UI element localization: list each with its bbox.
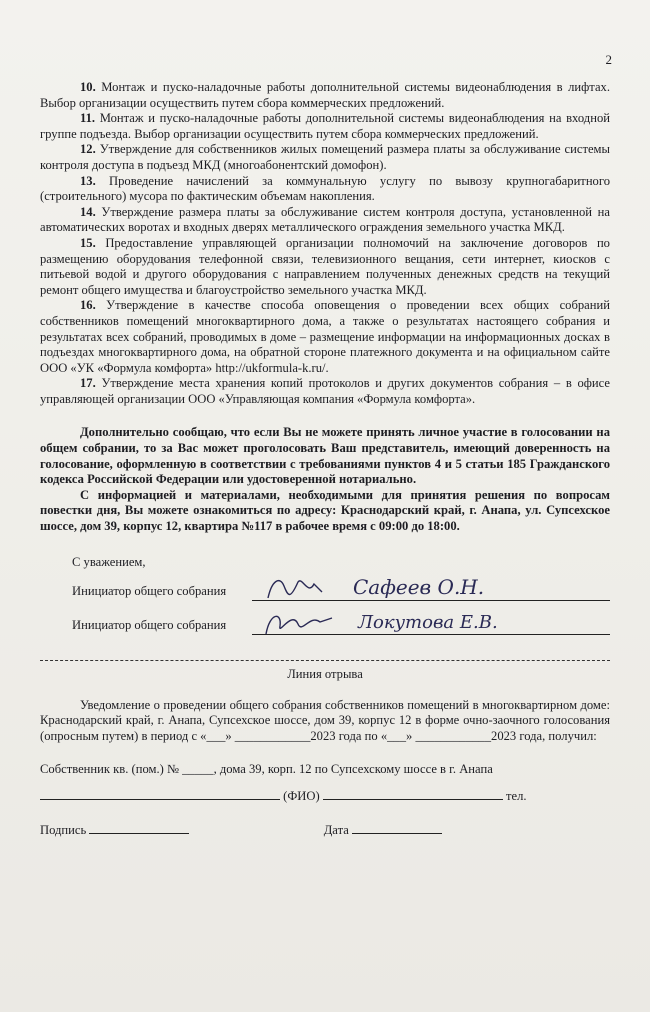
- date-blank[interactable]: [352, 833, 442, 834]
- agenda-items: [40, 80, 610, 407]
- agenda-item: 17. Утверждение места хранения копий протоколов и других документов собрания – в офисе управляющей организации ООО «Управляющая компания «Формула комфорта».: [40, 376, 610, 406]
- svg-text:Локутова Е.В.: Локутова Е.В.: [358, 611, 498, 633]
- signature-block: [40, 555, 610, 638]
- sign-blank[interactable]: [89, 833, 189, 834]
- fio-row: [40, 789, 610, 811]
- fio-label: (ФИО): [283, 789, 320, 804]
- sign-label: Подпись: [40, 823, 87, 838]
- initiator-row-2: [40, 612, 610, 638]
- sign-date-row: [40, 823, 610, 845]
- handwritten-signature-1: [258, 572, 578, 604]
- agenda-item: 16. Утверждение в качестве способа оповещения о проведении всех общих собраний собственников помещений многоквартирного дома, а также о результатах настоящего собрания и результатах всех собраний, проводимых в доме – размещение информации на информационных досках в подъездах многоквартирного дома, на обратной стороне платежного документа и на официальном сайте ООО «УК «Формула комфорта» http://ukformula-k.ru/.: [40, 298, 610, 375]
- agenda-item: 13. Проведение начислений за коммунальную услугу по вывозу крупногабаритного (строительного) мусора по фактическим объемам накопления.: [40, 173, 610, 204]
- cut-line: [40, 660, 610, 661]
- initiator-label: Инициатор общего собрания: [72, 617, 227, 632]
- svg-text:Сафеев О.Н.: Сафеев О.Н.: [353, 574, 485, 599]
- page-number: 2: [605, 52, 612, 67]
- agenda-item: 12. Утверждение для собственников жилых помещений размера платы за обслуживание системы контроля доступа в подъезд МКД (многоабонентский домофон).: [40, 142, 610, 172]
- initiator-label: Инициатор общего собрания: [72, 583, 227, 598]
- agenda-item: 15. Предоставление управляющей организации полномочий на заключение договоров по размещению оборудования телефонной связи, телевизионного вещания, сети интернет, киосков с питьевой водой и другого оборудования с направлением полученных денежных средств на текущий ремонт общего имущества и благоустройство земельного участка МКД.: [40, 235, 610, 297]
- agenda-item: 14. Утверждение размера платы за обслуживание систем контроля доступа, установленной на автоматических воротах и входных дверях металлического ограждения земельного участка МКД.: [40, 204, 610, 235]
- regards-text: С уважением,: [72, 554, 146, 569]
- proxy-notice: Дополнительно сообщаю, что если Вы не можете принять личное участие в голосовании на общем собрании, то за Вас может проголосовать Ваш представитель, имеющий доверенность на голосование, оформленную в соответствии с требованиями пунктов 4 и 5 статьи 185 Гражданского кодекса Российской Федерации или удостоверенной нотариально.: [40, 425, 610, 487]
- cut-caption: Линия отрыва: [287, 666, 363, 681]
- owner-line: Собственник кв. (пом.) № _____, дома 39, корп. 12 по Супсехскому шоссе в г. Анапа: [40, 762, 493, 777]
- tel-blank[interactable]: [323, 799, 503, 800]
- handwritten-signature-2: [258, 606, 578, 638]
- materials-notice: С информацией и материалами, необходимыми для принятия решения по вопросам повестки дня, Вы можете ознакомиться по адресу: Краснодарский край, г. Анапа, ул. Супсехское шоссе, дом 39, корпус 12, квартира №117 в рабочее время с 09:00 до 18:00.: [40, 487, 610, 534]
- date-label: Дата: [323, 823, 349, 838]
- agenda-item: 11. Монтаж и пуско-наладочные работы дополнительной системы видеонаблюдения на входной группе подъезда. Выбор организации осуществить путем сбора коммерческих предложений.: [40, 111, 610, 141]
- notification-text: Уведомление о проведении общего собрания собственников помещений в многоквартирном доме: Краснодарский край, г. Анапа, Супсехское шоссе, дом 39, корпус 12 в форме очно-заочного голосования (опросным путем) в период с «___» ____________2023 года по «___» ____________2023 года, получил:: [40, 697, 610, 743]
- fio-blank[interactable]: [40, 799, 280, 800]
- tel-label: тел.: [506, 789, 527, 804]
- initiator-row-1: [40, 574, 610, 604]
- agenda-item: 10. Монтаж и пуско-наладочные работы дополнительной системы видеонаблюдения в лифтах. Выбор организации осуществить путем сбора коммерческих предложений.: [40, 80, 610, 110]
